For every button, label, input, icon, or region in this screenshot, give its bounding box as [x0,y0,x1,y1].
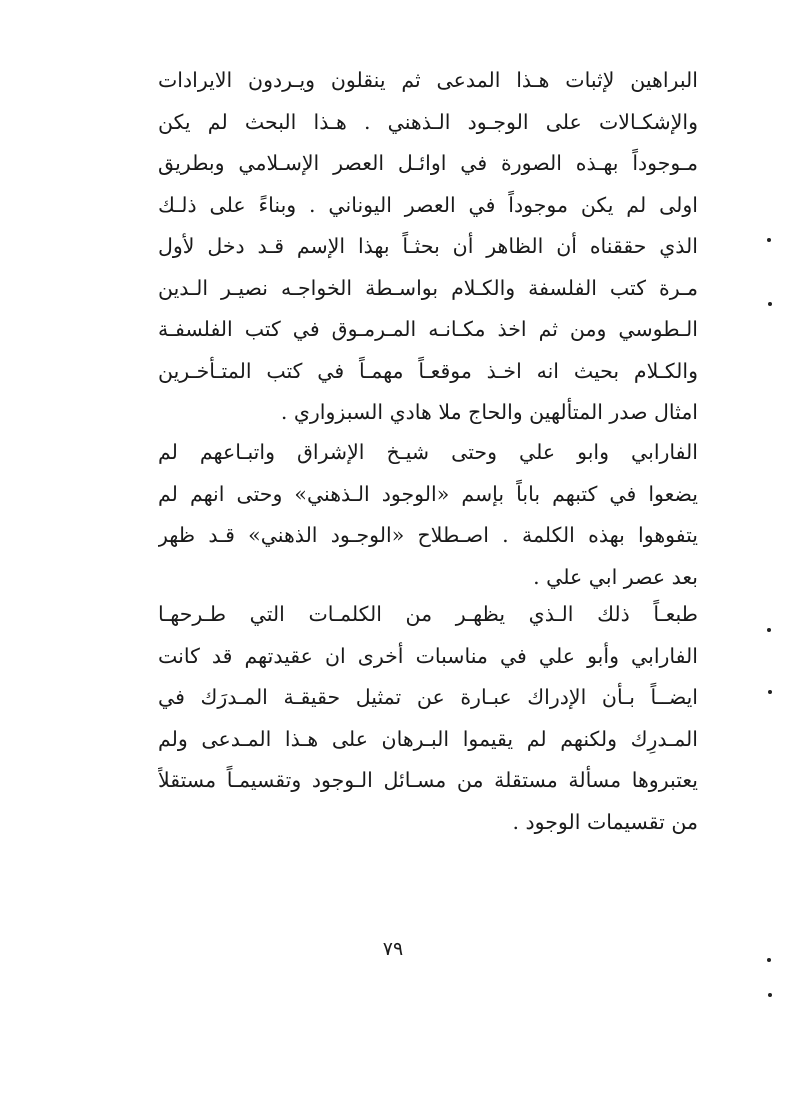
text-line: الـطوسي ومن ثم اخذ مكـانـه المـرمـوق في كتب الفلسفـة [158,317,698,341]
margin-speck [768,302,772,306]
margin-speck [768,690,772,694]
text-line: من تقسيمات الوجود . [512,809,698,834]
text-line: الفارابي وابو علي وحتى شيـخ الإشراق واتبـاعهم لم [158,440,698,464]
paragraph-2 [158,432,698,598]
text-line: يتفوهوا بهذه الكلمة . اصـطلاح «الوجـود الذهني» قـد ظهر [158,523,698,547]
margin-speck [767,628,771,632]
margin-speck [767,238,771,242]
margin-speck [768,993,772,997]
text-line: ايضــاً بـأن الإدراك عبـارة عن تمثيل حقيقـة المـدرَك في [158,685,698,709]
text-line: والكـلام بحيث انه اخـذ موقعـاً مهمـاً في كتب المتـأخـرين [158,358,698,383]
paragraph-3 [158,594,698,843]
paragraph-1 [158,60,698,434]
text-line: البراهين لإثبات هـذا المدعى ثم ينقلون ويـردون الايرادات [158,68,698,92]
text-line: الذي حققناه أن الظاهر أن بحثـاً بهذا الإسم قـد دخل لأول [158,234,698,258]
text-line: مـوجوداً بهـذه الصورة في اوائـل العصر الإسـلامي وبطريق [158,151,698,175]
text-line: يعتبروها مسألة مستقلة من مسـائل الـوجود وتقسيمـاً مستقلاً [158,768,698,792]
text-line: اولى لم يكن موجوداً في العصر اليوناني . وبناءً على ذلـك [158,192,698,217]
text-line: الفارابي وأبو علي في مناسبات أخرى ان عقيدتهم قد كانت [158,643,698,668]
text-line: والإشكـالات على الوجـود الـذهني . هـذا البحث لم يكن [158,109,698,134]
text-line: مـرة كتب الفلسفة والكـلام بواسـطة الخواجـه نصيـر الـدين [158,275,698,300]
text-line: يضعوا في كتبهم باباً بإسم «الوجود الـذهني» وحتى انهم لم [158,481,698,506]
text-line: بعد عصر ابي علي . [533,564,698,589]
margin-speck [767,958,771,962]
text-line: طبعـاً ذلك الـذي يظهـر من الكلمـات التي طـرحهـا [158,602,698,626]
text-line: المـدرِك ولكنهم لم يقيموا البـرهان على هـذا المـدعى ولم [158,726,698,751]
page-number: ٧٩ [382,938,404,960]
text-line: امثال صدر المتألهين والحاج ملا هادي السبزواري . [280,400,698,424]
